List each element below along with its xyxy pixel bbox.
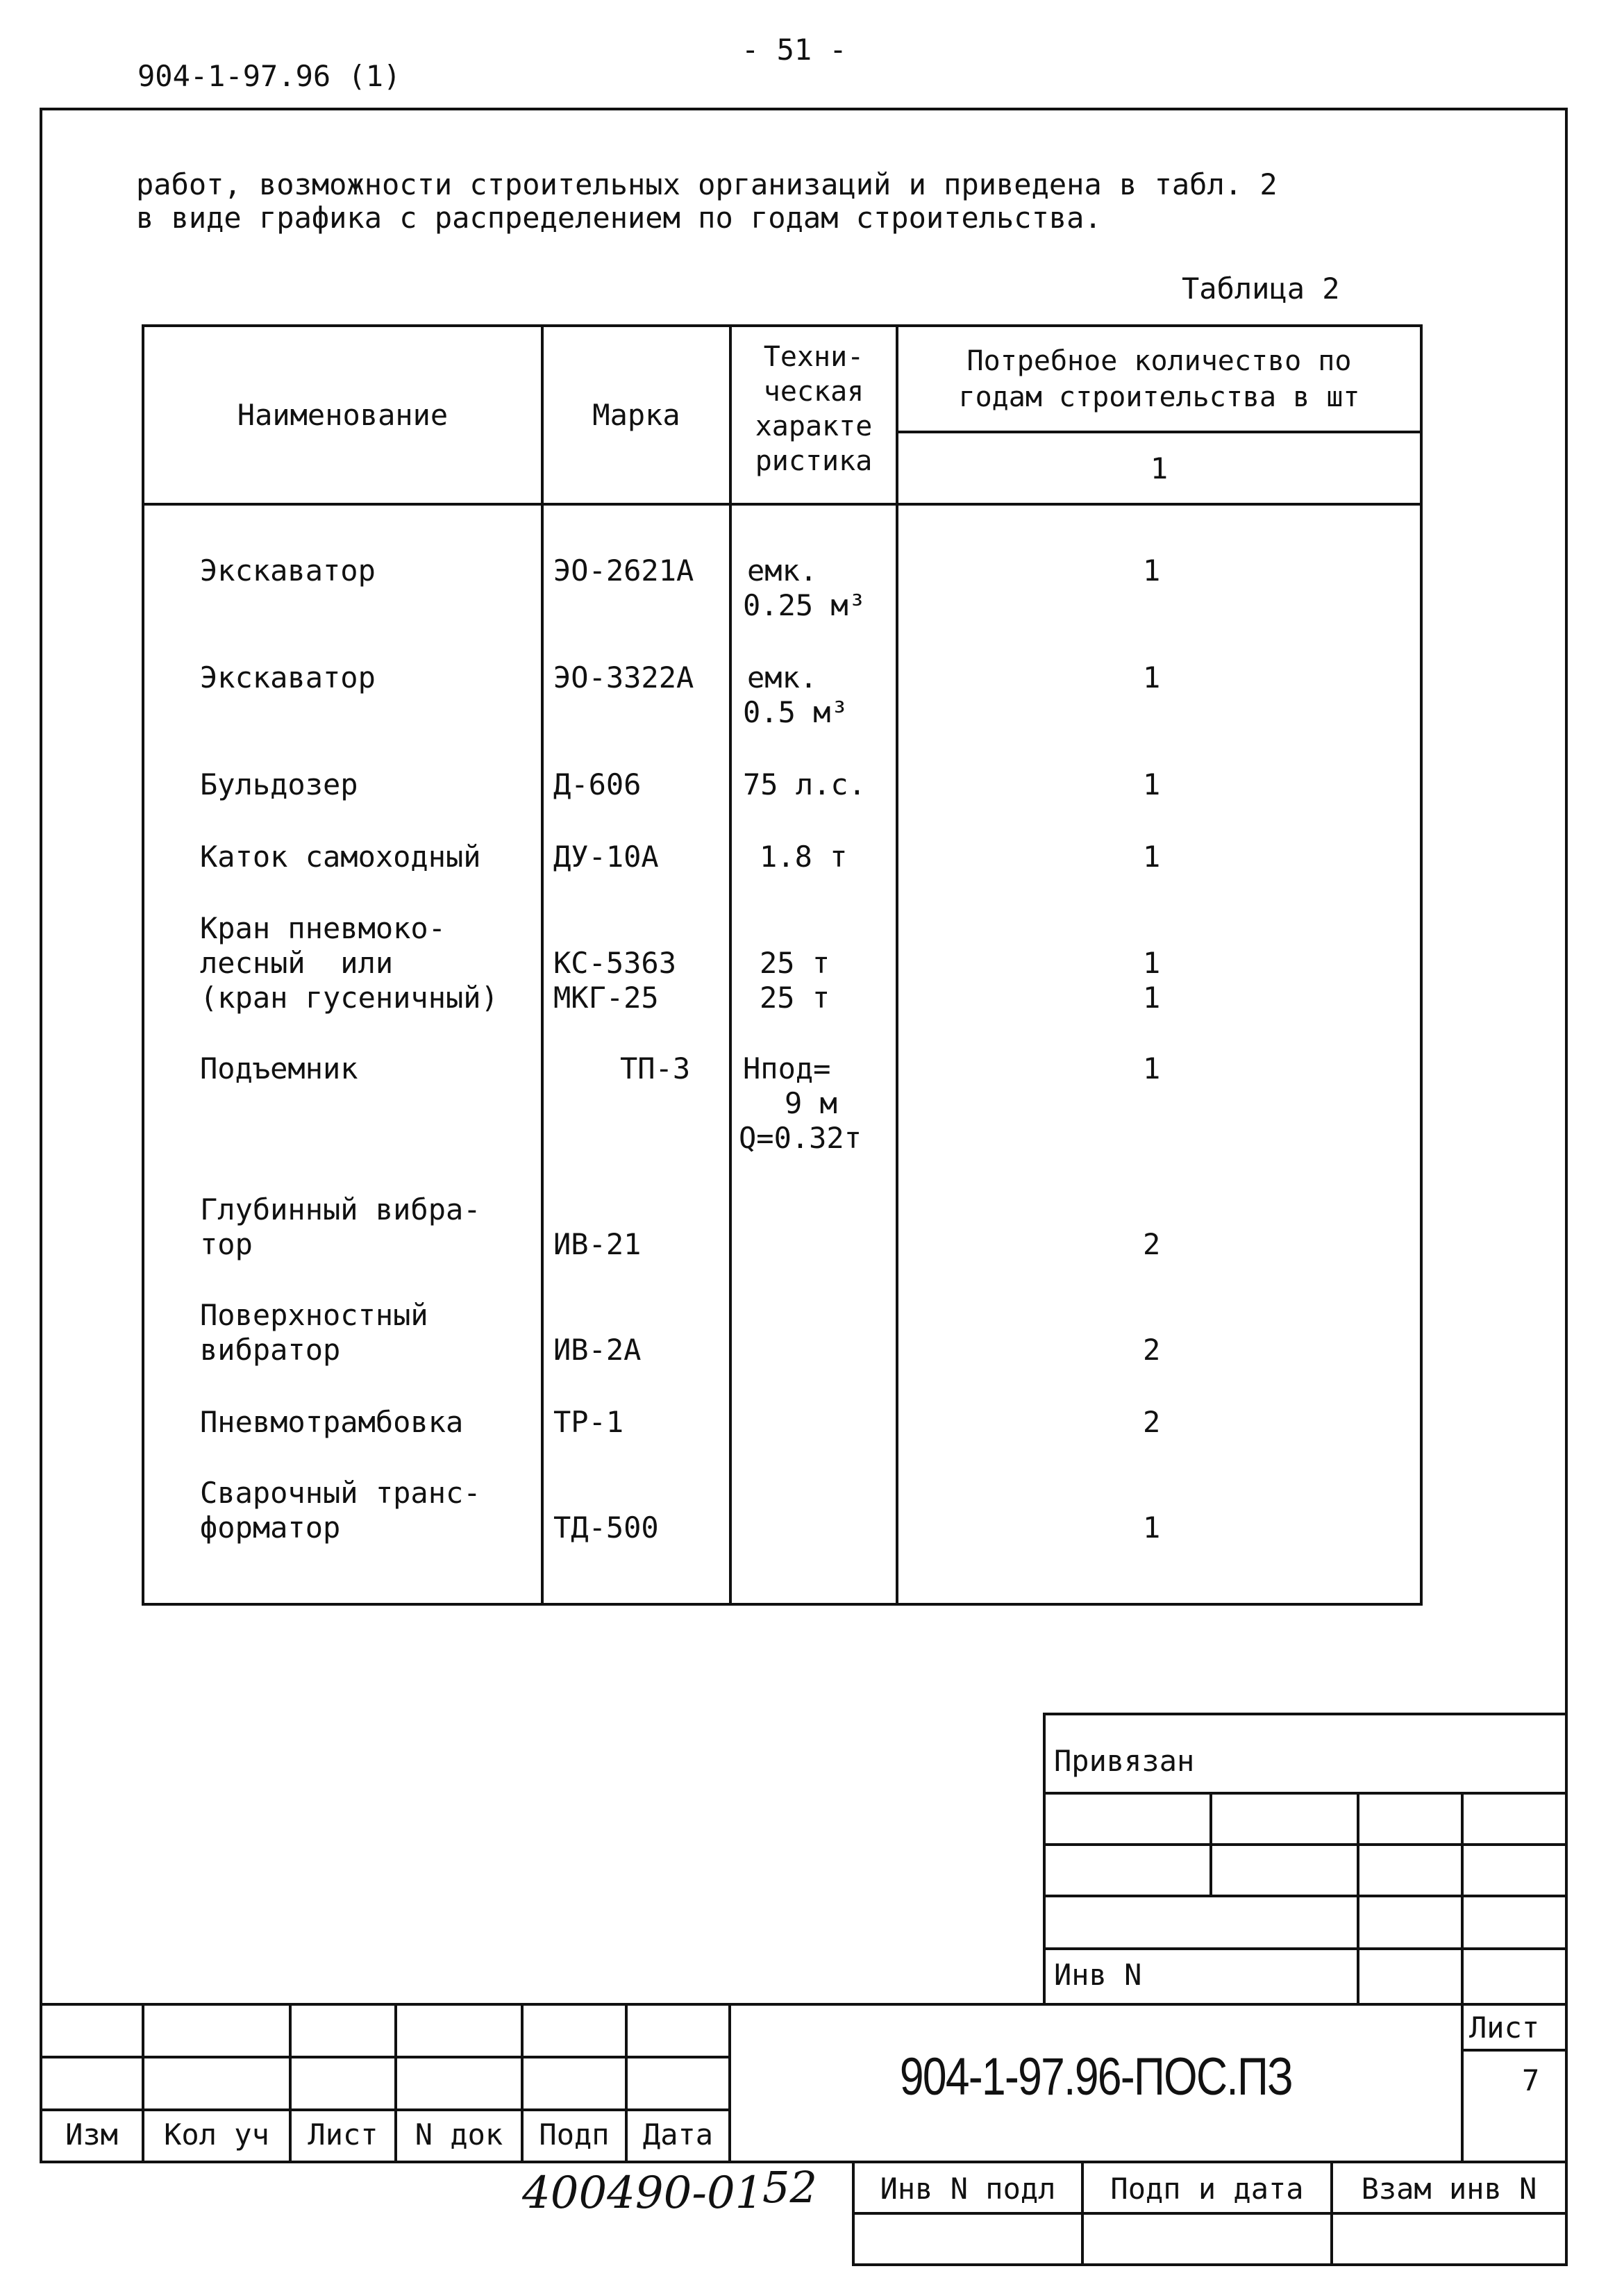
- col-data: Дата: [642, 2118, 714, 2152]
- row-name: Бульдозер: [200, 767, 358, 801]
- header-tech-line: характе: [755, 410, 873, 442]
- header-tech: [732, 327, 896, 479]
- header-year-cell: [897, 432, 1421, 504]
- row-qty: 2: [1143, 1333, 1161, 1367]
- col-izm: Изм: [65, 2118, 118, 2152]
- row-name: Экскаватор: [200, 660, 376, 694]
- row-name: (кран гусеничный): [200, 981, 499, 1015]
- body-tech-column: [730, 504, 897, 1604]
- stamp-line: [1209, 1792, 1212, 1896]
- header-qty: [898, 343, 1420, 415]
- row-tech: 0.5 м³: [743, 695, 848, 729]
- row-mark: Д-606: [553, 767, 642, 801]
- stamp-line: [1043, 1895, 1568, 1897]
- body-name-column: [143, 504, 542, 1604]
- sheet-label: Лист: [1469, 2011, 1540, 2045]
- header-name: Наименование: [237, 397, 449, 432]
- row-name: Глубинный вибра-: [200, 1192, 481, 1226]
- row-name: Пневмотрамбовка: [200, 1405, 464, 1439]
- document-code: 904-1-97.96 (1): [137, 59, 401, 93]
- row-mark: МКГ-25: [553, 981, 659, 1015]
- row-tech: емк.: [747, 554, 818, 588]
- privyazan-label: Привязан: [1054, 1744, 1195, 1778]
- row-mark: ТД-500: [553, 1511, 659, 1545]
- header-tech-line: Техни-: [763, 341, 864, 373]
- header-qty-line: годам строительства в шт: [958, 381, 1360, 413]
- stamp-line: [852, 2212, 1568, 2215]
- sheet-number: 7: [1522, 2063, 1540, 2097]
- row-mark: ИВ-2А: [553, 1333, 642, 1367]
- row-mark: ТР-1: [553, 1405, 624, 1439]
- row-name: вибратор: [200, 1333, 341, 1367]
- stamp-line: [852, 2263, 1568, 2266]
- row-name: Подъемник: [200, 1051, 358, 1085]
- row-name: Экскаватор: [200, 554, 376, 588]
- inv-podl-label: Инв N подл: [880, 2172, 1056, 2206]
- row-mark: ТП-3: [620, 1051, 691, 1085]
- stamp-line: [1043, 1792, 1568, 1795]
- row-qty: 2: [1143, 1227, 1161, 1261]
- header-qty-line: Потребное количество по: [966, 344, 1352, 377]
- col-list: Лист: [308, 2118, 378, 2152]
- header-year: 1: [1150, 451, 1169, 485]
- row-qty: 1: [1143, 767, 1161, 801]
- inv-n-label: Инв N: [1054, 1958, 1142, 1992]
- intro-line-2: в виде графика с распределением по годам строительства.: [136, 201, 1102, 235]
- intro-line-1: работ, возможности строительных организаций и приведена в табл. 2: [136, 167, 1278, 201]
- row-qty: 1: [1143, 1511, 1161, 1545]
- row-name: форматор: [200, 1511, 341, 1545]
- stamp-line: [40, 2003, 1568, 2006]
- row-tech: 9 м: [785, 1086, 837, 1120]
- row-mark: КС-5363: [553, 946, 677, 980]
- col-n-dok: N док: [415, 2118, 503, 2152]
- row-name: Каток самоходный: [200, 840, 481, 874]
- row-tech: Нпод=: [743, 1051, 831, 1085]
- row-name: Сварочный транс-: [200, 1476, 481, 1510]
- header-qty-cell: [897, 326, 1421, 432]
- row-tech: Q=0.32т: [739, 1121, 862, 1155]
- header-tech-cell: [730, 326, 897, 504]
- stamp-line: [1043, 1947, 1568, 1950]
- document-title: 904-1-97.96-ПОС.ПЗ: [899, 2047, 1293, 2106]
- header-mark-cell: [542, 326, 730, 504]
- row-qty: 2: [1143, 1405, 1161, 1439]
- stamp-line: [1461, 2003, 1464, 2163]
- row-name: тор: [200, 1227, 253, 1261]
- row-tech: 1.8 т: [760, 840, 848, 874]
- vzam-inv-label: Взам инв N: [1361, 2172, 1537, 2206]
- row-name: лесный или: [200, 946, 394, 980]
- row-mark: ЭО-2621А: [553, 554, 694, 588]
- equipment-table: [142, 324, 1423, 1606]
- row-qty: 1: [1143, 1051, 1161, 1085]
- row-tech: емк.: [747, 660, 818, 694]
- row-qty: 1: [1143, 840, 1161, 874]
- header-tech-line: ческая: [763, 376, 864, 408]
- stamp-line: [728, 2003, 731, 2163]
- row-mark: ДУ-10А: [553, 840, 659, 874]
- body-mark-column: [542, 504, 730, 1604]
- row-mark: ЭО-3322А: [553, 660, 694, 694]
- row-name: Поверхностный: [200, 1298, 428, 1332]
- stamp-line: [1565, 2162, 1568, 2266]
- stamp-line: [1357, 1792, 1359, 2004]
- header-tech-line: ристика: [755, 445, 873, 477]
- row-mark: ИВ-21: [553, 1227, 642, 1261]
- handwritten-archive-number: 400490-01: [522, 2168, 764, 2219]
- row-tech: 75 л.с.: [743, 767, 867, 801]
- stamp-line: [1043, 1843, 1568, 1846]
- row-qty: 1: [1143, 554, 1161, 588]
- row-tech: 25 т: [760, 946, 830, 980]
- header-name-cell: [143, 326, 542, 504]
- row-qty: 1: [1143, 660, 1161, 694]
- row-qty: 1: [1143, 946, 1161, 980]
- col-kol-uch: Кол уч: [164, 2118, 269, 2152]
- row-qty: 1: [1143, 981, 1161, 1015]
- handwritten-page-number: 52: [762, 2162, 817, 2213]
- row-tech: 0.25 м³: [743, 588, 867, 622]
- page-number: - 51 -: [742, 33, 847, 67]
- stamp-line: [1043, 1713, 1046, 2004]
- stamp-line: [1461, 1792, 1464, 2004]
- row-tech: 25 т: [760, 981, 830, 1015]
- podp-data-label: Подп и дата: [1110, 2172, 1304, 2206]
- table-caption: Таблица 2: [1182, 272, 1340, 306]
- stamp-line: [1043, 1713, 1568, 1715]
- header-mark: Марка: [592, 397, 680, 432]
- col-podp: Подп: [539, 2118, 610, 2152]
- body-qty-column: [897, 504, 1421, 1604]
- stamp-line: [1461, 2049, 1568, 2052]
- row-name: Кран пневмоко-: [200, 911, 446, 945]
